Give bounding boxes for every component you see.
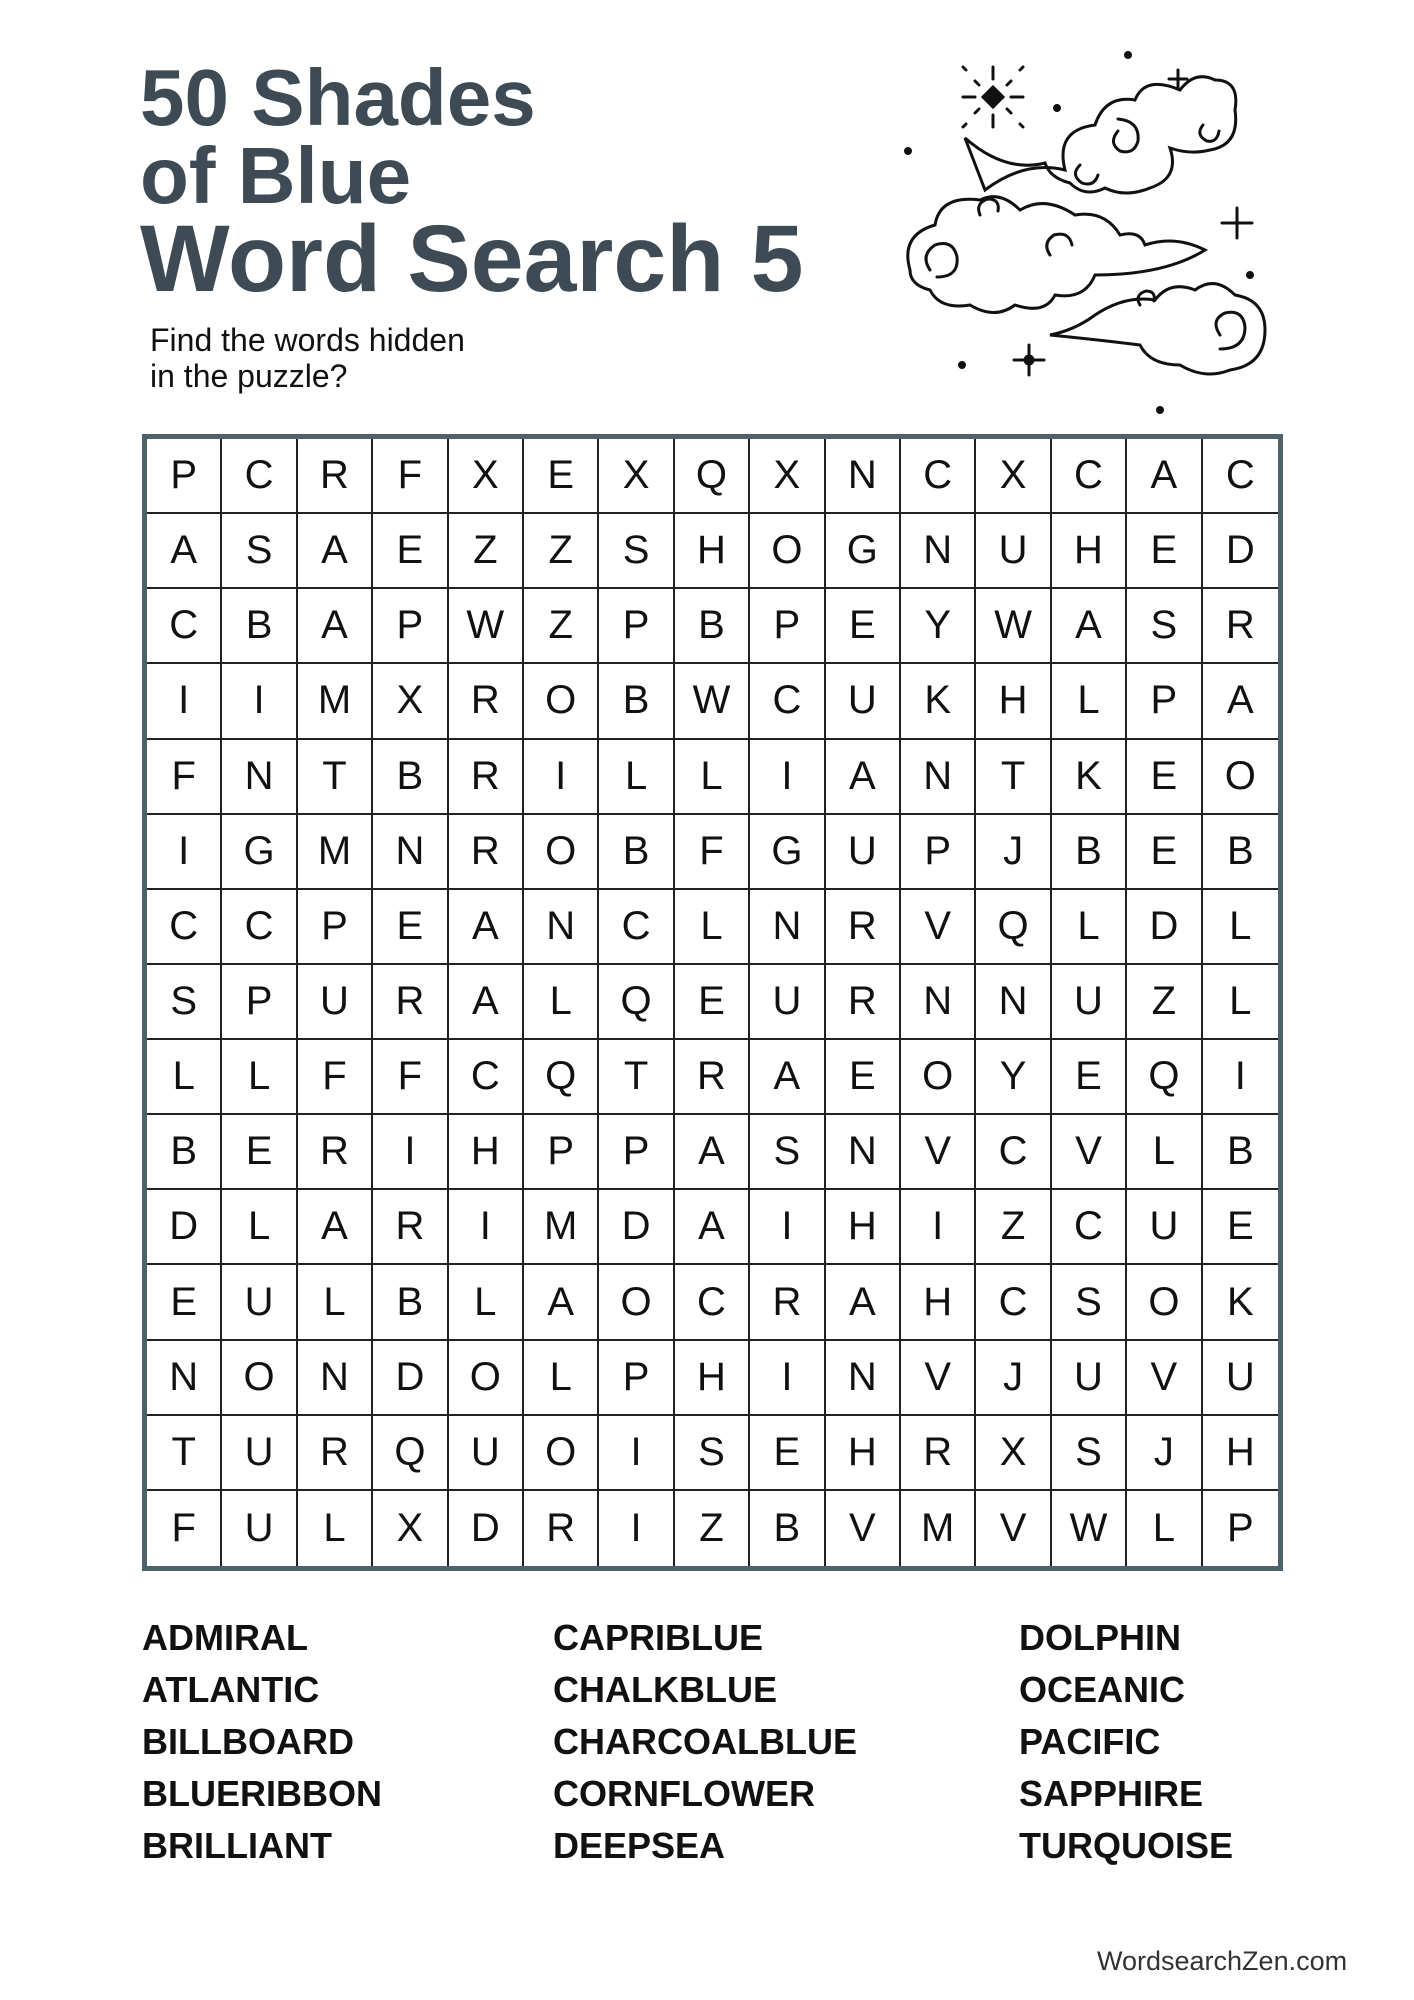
grid-cell[interactable]: I <box>750 1190 825 1265</box>
grid-cell[interactable]: Y <box>976 1040 1051 1115</box>
grid-cell[interactable]: O <box>901 1040 976 1115</box>
grid-cell[interactable]: O <box>1127 1265 1202 1340</box>
grid-cell[interactable]: I <box>449 1190 524 1265</box>
grid-cell[interactable]: X <box>373 664 448 739</box>
grid-cell[interactable]: N <box>750 890 825 965</box>
grid-cell[interactable]: S <box>1127 589 1202 664</box>
grid-cell[interactable]: E <box>750 1416 825 1491</box>
grid-cell[interactable]: M <box>524 1190 599 1265</box>
grid-cell[interactable]: U <box>826 815 901 890</box>
grid-cell[interactable]: X <box>976 1416 1051 1491</box>
grid-cell[interactable]: I <box>222 664 297 739</box>
grid-cell[interactable]: Z <box>1127 965 1202 1040</box>
word-item: BLUERIBBON <box>142 1773 382 1814</box>
word-item: DEEPSEA <box>553 1825 726 1866</box>
grid-cell[interactable]: G <box>222 815 297 890</box>
grid-cell[interactable]: I <box>750 740 825 815</box>
grid-cell[interactable]: K <box>901 664 976 739</box>
grid-cell[interactable]: X <box>599 439 674 514</box>
grid-cell[interactable]: G <box>750 815 825 890</box>
grid-cell[interactable]: I <box>147 664 222 739</box>
grid-cell[interactable]: C <box>147 890 222 965</box>
grid-cell[interactable]: B <box>373 1265 448 1340</box>
grid-cell[interactable]: V <box>901 890 976 965</box>
grid-cell[interactable]: S <box>222 514 297 589</box>
grid-cell[interactable]: K <box>1052 740 1127 815</box>
grid-cell[interactable]: L <box>449 1265 524 1340</box>
grid-cell[interactable]: E <box>1127 514 1202 589</box>
grid-cell[interactable]: F <box>373 1040 448 1115</box>
grid-cell[interactable]: A <box>826 740 901 815</box>
grid-cell[interactable]: V <box>826 1491 901 1566</box>
instructions <box>150 322 465 394</box>
grid-cell[interactable]: R <box>826 890 901 965</box>
grid-cell[interactable]: N <box>147 1341 222 1416</box>
grid-cell[interactable]: O <box>750 514 825 589</box>
word-item: CORNFLOWER <box>553 1773 815 1814</box>
grid-cell[interactable]: N <box>373 815 448 890</box>
grid-cell[interactable]: U <box>298 965 373 1040</box>
grid-cell[interactable]: X <box>976 439 1051 514</box>
grid-cell[interactable]: H <box>1203 1416 1278 1491</box>
grid-cell[interactable]: R <box>373 965 448 1040</box>
grid-cell[interactable]: R <box>449 740 524 815</box>
grid-cell[interactable]: U <box>1052 965 1127 1040</box>
grid-cell[interactable]: B <box>222 589 297 664</box>
grid-cell[interactable]: O <box>449 1341 524 1416</box>
grid-cell[interactable]: B <box>599 815 674 890</box>
grid-cell[interactable]: L <box>222 1190 297 1265</box>
grid-cell[interactable]: D <box>373 1341 448 1416</box>
title-line-3: Word Search 5 <box>140 206 804 312</box>
word-list-column-2 <box>553 1612 857 1872</box>
grid-cell[interactable]: A <box>298 1190 373 1265</box>
instructions-line-2: in the puzzle? <box>150 358 348 394</box>
grid-cell[interactable]: I <box>147 815 222 890</box>
grid-cell[interactable]: L <box>1203 965 1278 1040</box>
word-item: OCEANIC <box>1019 1669 1186 1710</box>
grid-cell[interactable]: R <box>373 1190 448 1265</box>
grid-cell[interactable]: B <box>675 589 750 664</box>
grid-cell[interactable]: H <box>1052 514 1127 589</box>
grid-cell[interactable]: H <box>675 514 750 589</box>
grid-cell[interactable]: C <box>147 589 222 664</box>
grid-cell[interactable]: V <box>901 1341 976 1416</box>
grid-cell[interactable]: Q <box>373 1416 448 1491</box>
grid-cell[interactable]: I <box>1203 1040 1278 1115</box>
grid-cell[interactable]: F <box>675 815 750 890</box>
grid-cell[interactable]: Q <box>599 965 674 1040</box>
grid-cell[interactable]: S <box>1052 1265 1127 1340</box>
grid-cell[interactable]: Z <box>524 589 599 664</box>
grid-cell[interactable]: N <box>298 1341 373 1416</box>
grid-cell[interactable]: R <box>298 439 373 514</box>
grid-cell[interactable]: A <box>449 965 524 1040</box>
title-line-1: 50 Shades <box>140 53 536 142</box>
grid-cell[interactable]: H <box>826 1190 901 1265</box>
grid-cell[interactable]: C <box>222 439 297 514</box>
grid-cell[interactable]: H <box>826 1416 901 1491</box>
grid-cell[interactable]: C <box>976 1265 1051 1340</box>
word-item: ATLANTIC <box>142 1669 320 1710</box>
grid-cell[interactable]: N <box>524 890 599 965</box>
grid-cell[interactable]: R <box>750 1265 825 1340</box>
grid-cell[interactable]: X <box>750 439 825 514</box>
grid-cell[interactable]: I <box>901 1190 976 1265</box>
grid-cell[interactable]: O <box>524 815 599 890</box>
grid-cell[interactable]: F <box>298 1040 373 1115</box>
grid-cell[interactable]: A <box>147 514 222 589</box>
grid-cell[interactable]: C <box>976 1115 1051 1190</box>
grid-cell[interactable]: P <box>524 1115 599 1190</box>
grid-cell[interactable]: Q <box>524 1040 599 1115</box>
grid-cell[interactable]: B <box>373 740 448 815</box>
grid-cell[interactable]: U <box>222 1416 297 1491</box>
grid-cell[interactable]: O <box>524 1416 599 1491</box>
grid-cell[interactable]: D <box>599 1190 674 1265</box>
grid-cell[interactable]: W <box>675 664 750 739</box>
grid-cell[interactable]: L <box>1052 664 1127 739</box>
grid-cell[interactable]: V <box>1052 1115 1127 1190</box>
grid-cell[interactable]: Y <box>901 589 976 664</box>
grid-cell[interactable]: P <box>599 1115 674 1190</box>
grid-cell[interactable]: R <box>675 1040 750 1115</box>
word-item: BRILLIANT <box>142 1825 332 1866</box>
grid-cell[interactable]: A <box>675 1115 750 1190</box>
grid-cell[interactable]: N <box>826 439 901 514</box>
grid-cell[interactable]: V <box>1127 1341 1202 1416</box>
instructions-line-1: Find the words hidden <box>150 322 465 358</box>
grid-cell[interactable]: F <box>147 1491 222 1566</box>
grid-cell[interactable]: W <box>1052 1491 1127 1566</box>
footer-site-link[interactable]: WordsearchZen.com <box>1097 1946 1348 1976</box>
grid-cell[interactable]: Z <box>449 514 524 589</box>
grid-cell[interactable]: P <box>750 589 825 664</box>
grid-cell[interactable]: Q <box>675 439 750 514</box>
grid-cell[interactable]: B <box>1052 815 1127 890</box>
grid-cell[interactable]: J <box>976 1341 1051 1416</box>
grid-cell[interactable]: A <box>675 1190 750 1265</box>
clouds-and-stars-icon <box>900 45 1290 420</box>
grid-cell[interactable]: S <box>1052 1416 1127 1491</box>
grid-cell[interactable]: A <box>449 890 524 965</box>
grid-cell[interactable]: D <box>1127 890 1202 965</box>
word-list-column-3 <box>1019 1612 1233 1872</box>
grid-cell[interactable]: Z <box>675 1491 750 1566</box>
grid-cell[interactable]: F <box>147 740 222 815</box>
grid-cell[interactable]: N <box>222 740 297 815</box>
grid-cell[interactable]: D <box>1203 514 1278 589</box>
grid-cell[interactable]: E <box>373 514 448 589</box>
grid-cell[interactable]: C <box>449 1040 524 1115</box>
grid-cell[interactable]: R <box>1203 589 1278 664</box>
grid-cell[interactable]: A <box>298 589 373 664</box>
grid-cell[interactable]: J <box>976 815 1051 890</box>
grid-cell[interactable]: I <box>599 1491 674 1566</box>
grid-cell[interactable]: V <box>901 1115 976 1190</box>
grid-cell[interactable]: P <box>599 1341 674 1416</box>
grid-cell[interactable]: C <box>901 439 976 514</box>
grid-cell[interactable]: P <box>147 439 222 514</box>
grid-cell[interactable]: U <box>449 1416 524 1491</box>
grid-cell[interactable]: S <box>599 514 674 589</box>
word-item: PACIFIC <box>1019 1721 1161 1762</box>
grid-cell[interactable]: U <box>976 514 1051 589</box>
grid-cell[interactable]: C <box>1052 1190 1127 1265</box>
grid-cell[interactable]: L <box>1127 1491 1202 1566</box>
title-line-2: of Blue <box>140 131 412 220</box>
grid-cell[interactable]: I <box>373 1115 448 1190</box>
grid-cell[interactable]: E <box>1203 1190 1278 1265</box>
grid-cell[interactable]: L <box>147 1040 222 1115</box>
grid-cell[interactable]: D <box>147 1190 222 1265</box>
grid-cell[interactable]: L <box>1052 890 1127 965</box>
grid-cell[interactable]: B <box>1203 815 1278 890</box>
word-item: ADMIRAL <box>142 1617 308 1658</box>
grid-cell[interactable]: E <box>675 965 750 1040</box>
grid-cell[interactable]: V <box>976 1491 1051 1566</box>
grid-cell[interactable]: P <box>222 965 297 1040</box>
grid-cell[interactable]: P <box>599 589 674 664</box>
grid-cell[interactable]: U <box>222 1491 297 1566</box>
grid-cell[interactable]: U <box>1052 1341 1127 1416</box>
grid-cell[interactable]: I <box>750 1341 825 1416</box>
grid-cell[interactable]: R <box>901 1416 976 1491</box>
grid-cell[interactable]: S <box>750 1115 825 1190</box>
grid-cell[interactable]: T <box>298 740 373 815</box>
grid-cell[interactable]: R <box>449 815 524 890</box>
grid-cell[interactable]: F <box>373 439 448 514</box>
grid-cell[interactable]: L <box>1127 1115 1202 1190</box>
grid-cell[interactable]: S <box>147 965 222 1040</box>
grid-cell[interactable]: H <box>675 1341 750 1416</box>
grid-cell[interactable]: B <box>750 1491 825 1566</box>
grid-cell[interactable]: H <box>449 1115 524 1190</box>
grid-cell[interactable]: N <box>976 965 1051 1040</box>
grid-cell[interactable]: C <box>599 890 674 965</box>
grid-cell[interactable]: N <box>826 1341 901 1416</box>
word-item: SAPPHIRE <box>1019 1773 1204 1814</box>
grid-cell[interactable]: P <box>901 815 976 890</box>
grid-cell[interactable]: N <box>826 1115 901 1190</box>
grid-cell[interactable]: L <box>675 740 750 815</box>
grid-cell[interactable]: E <box>373 890 448 965</box>
grid-cell[interactable]: I <box>524 740 599 815</box>
grid-cell[interactable]: A <box>524 1265 599 1340</box>
grid-cell[interactable]: W <box>976 589 1051 664</box>
grid-cell[interactable]: E <box>1127 815 1202 890</box>
grid-cell[interactable]: T <box>599 1040 674 1115</box>
grid-cell[interactable]: D <box>449 1491 524 1566</box>
grid-cell[interactable]: O <box>599 1265 674 1340</box>
grid-cell[interactable]: G <box>826 514 901 589</box>
grid-cell[interactable]: X <box>373 1491 448 1566</box>
grid-cell[interactable]: C <box>1052 439 1127 514</box>
grid-cell[interactable]: C <box>1203 439 1278 514</box>
grid-cell[interactable]: B <box>1203 1115 1278 1190</box>
grid-cell[interactable]: C <box>750 664 825 739</box>
grid-cell[interactable]: Q <box>1127 1040 1202 1115</box>
grid-cell[interactable]: U <box>826 664 901 739</box>
grid-cell[interactable]: R <box>524 1491 599 1566</box>
grid-cell[interactable]: L <box>298 1491 373 1566</box>
word-item: CHALKBLUE <box>553 1669 777 1710</box>
grid-cell[interactable]: O <box>1203 740 1278 815</box>
grid-cell[interactable]: N <box>901 514 976 589</box>
grid-cell[interactable]: Z <box>976 1190 1051 1265</box>
grid-cell[interactable]: B <box>147 1115 222 1190</box>
word-item: DOLPHIN <box>1019 1617 1181 1658</box>
grid-cell[interactable]: E <box>1052 1040 1127 1115</box>
grid-cell[interactable]: O <box>222 1341 297 1416</box>
grid-cell[interactable]: L <box>599 740 674 815</box>
grid-cell[interactable]: Z <box>524 514 599 589</box>
grid-cell[interactable]: E <box>826 589 901 664</box>
grid-cell[interactable]: H <box>901 1265 976 1340</box>
grid-cell[interactable]: T <box>147 1416 222 1491</box>
word-item: BILLBOARD <box>142 1721 354 1762</box>
grid-cell[interactable]: S <box>675 1416 750 1491</box>
grid-cell[interactable]: E <box>222 1115 297 1190</box>
grid-cell[interactable]: A <box>1127 439 1202 514</box>
grid-cell[interactable]: K <box>1203 1265 1278 1340</box>
word-item: CAPRIBLUE <box>553 1617 764 1658</box>
word-list-column-1 <box>142 1612 382 1872</box>
grid-cell[interactable]: U <box>750 965 825 1040</box>
word-item: CHARCOALBLUE <box>553 1721 857 1762</box>
grid-cell[interactable]: L <box>524 965 599 1040</box>
grid-cell[interactable]: J <box>1127 1416 1202 1491</box>
grid-cell[interactable]: U <box>222 1265 297 1340</box>
grid-cell[interactable]: P <box>298 890 373 965</box>
grid-cell[interactable]: R <box>298 1115 373 1190</box>
grid-cell[interactable]: M <box>298 664 373 739</box>
grid-cell[interactable]: L <box>675 890 750 965</box>
grid-cell[interactable]: U <box>1127 1190 1202 1265</box>
word-item: TURQUOISE <box>1019 1825 1234 1866</box>
grid-cell[interactable]: R <box>449 664 524 739</box>
grid-cell[interactable]: R <box>298 1416 373 1491</box>
word-search-grid <box>142 434 1283 1571</box>
grid-cell[interactable]: P <box>373 589 448 664</box>
grid-cell[interactable]: A <box>298 514 373 589</box>
grid-cell[interactable]: M <box>298 815 373 890</box>
grid-cell[interactable]: Q <box>976 890 1051 965</box>
grid-cell[interactable]: M <box>901 1491 976 1566</box>
grid-cell[interactable]: L <box>222 1040 297 1115</box>
grid-cell[interactable]: H <box>976 664 1051 739</box>
grid-cell[interactable]: A <box>826 1265 901 1340</box>
grid-cell[interactable]: N <box>901 740 976 815</box>
grid-cell[interactable]: P <box>1226 1505 1254 1550</box>
grid-cell[interactable]: E <box>524 439 599 514</box>
grid-cell[interactable]: N <box>901 965 976 1040</box>
grid-cell[interactable]: B <box>599 664 674 739</box>
grid-cell[interactable]: P <box>1127 664 1202 739</box>
grid-cell[interactable]: W <box>449 589 524 664</box>
grid-cell[interactable]: T <box>976 740 1051 815</box>
grid-cell[interactable]: I <box>599 1416 674 1491</box>
grid-cell[interactable]: L <box>298 1265 373 1340</box>
grid-cell[interactable]: C <box>222 890 297 965</box>
grid-cell[interactable]: A <box>1052 589 1127 664</box>
grid-cell[interactable]: R <box>826 965 901 1040</box>
grid-cell[interactable]: L <box>1203 890 1278 965</box>
grid-cell[interactable]: O <box>524 664 599 739</box>
grid-cell[interactable]: E <box>147 1265 222 1340</box>
grid-cell[interactable]: C <box>675 1265 750 1340</box>
grid-cell[interactable]: U <box>1203 1341 1278 1416</box>
grid-cell[interactable]: A <box>750 1040 825 1115</box>
grid-cell[interactable]: E <box>826 1040 901 1115</box>
grid-cell[interactable]: X <box>449 439 524 514</box>
grid-cell[interactable]: E <box>1127 740 1202 815</box>
grid-cell[interactable]: A <box>1203 664 1278 739</box>
grid-cell[interactable]: L <box>524 1341 599 1416</box>
